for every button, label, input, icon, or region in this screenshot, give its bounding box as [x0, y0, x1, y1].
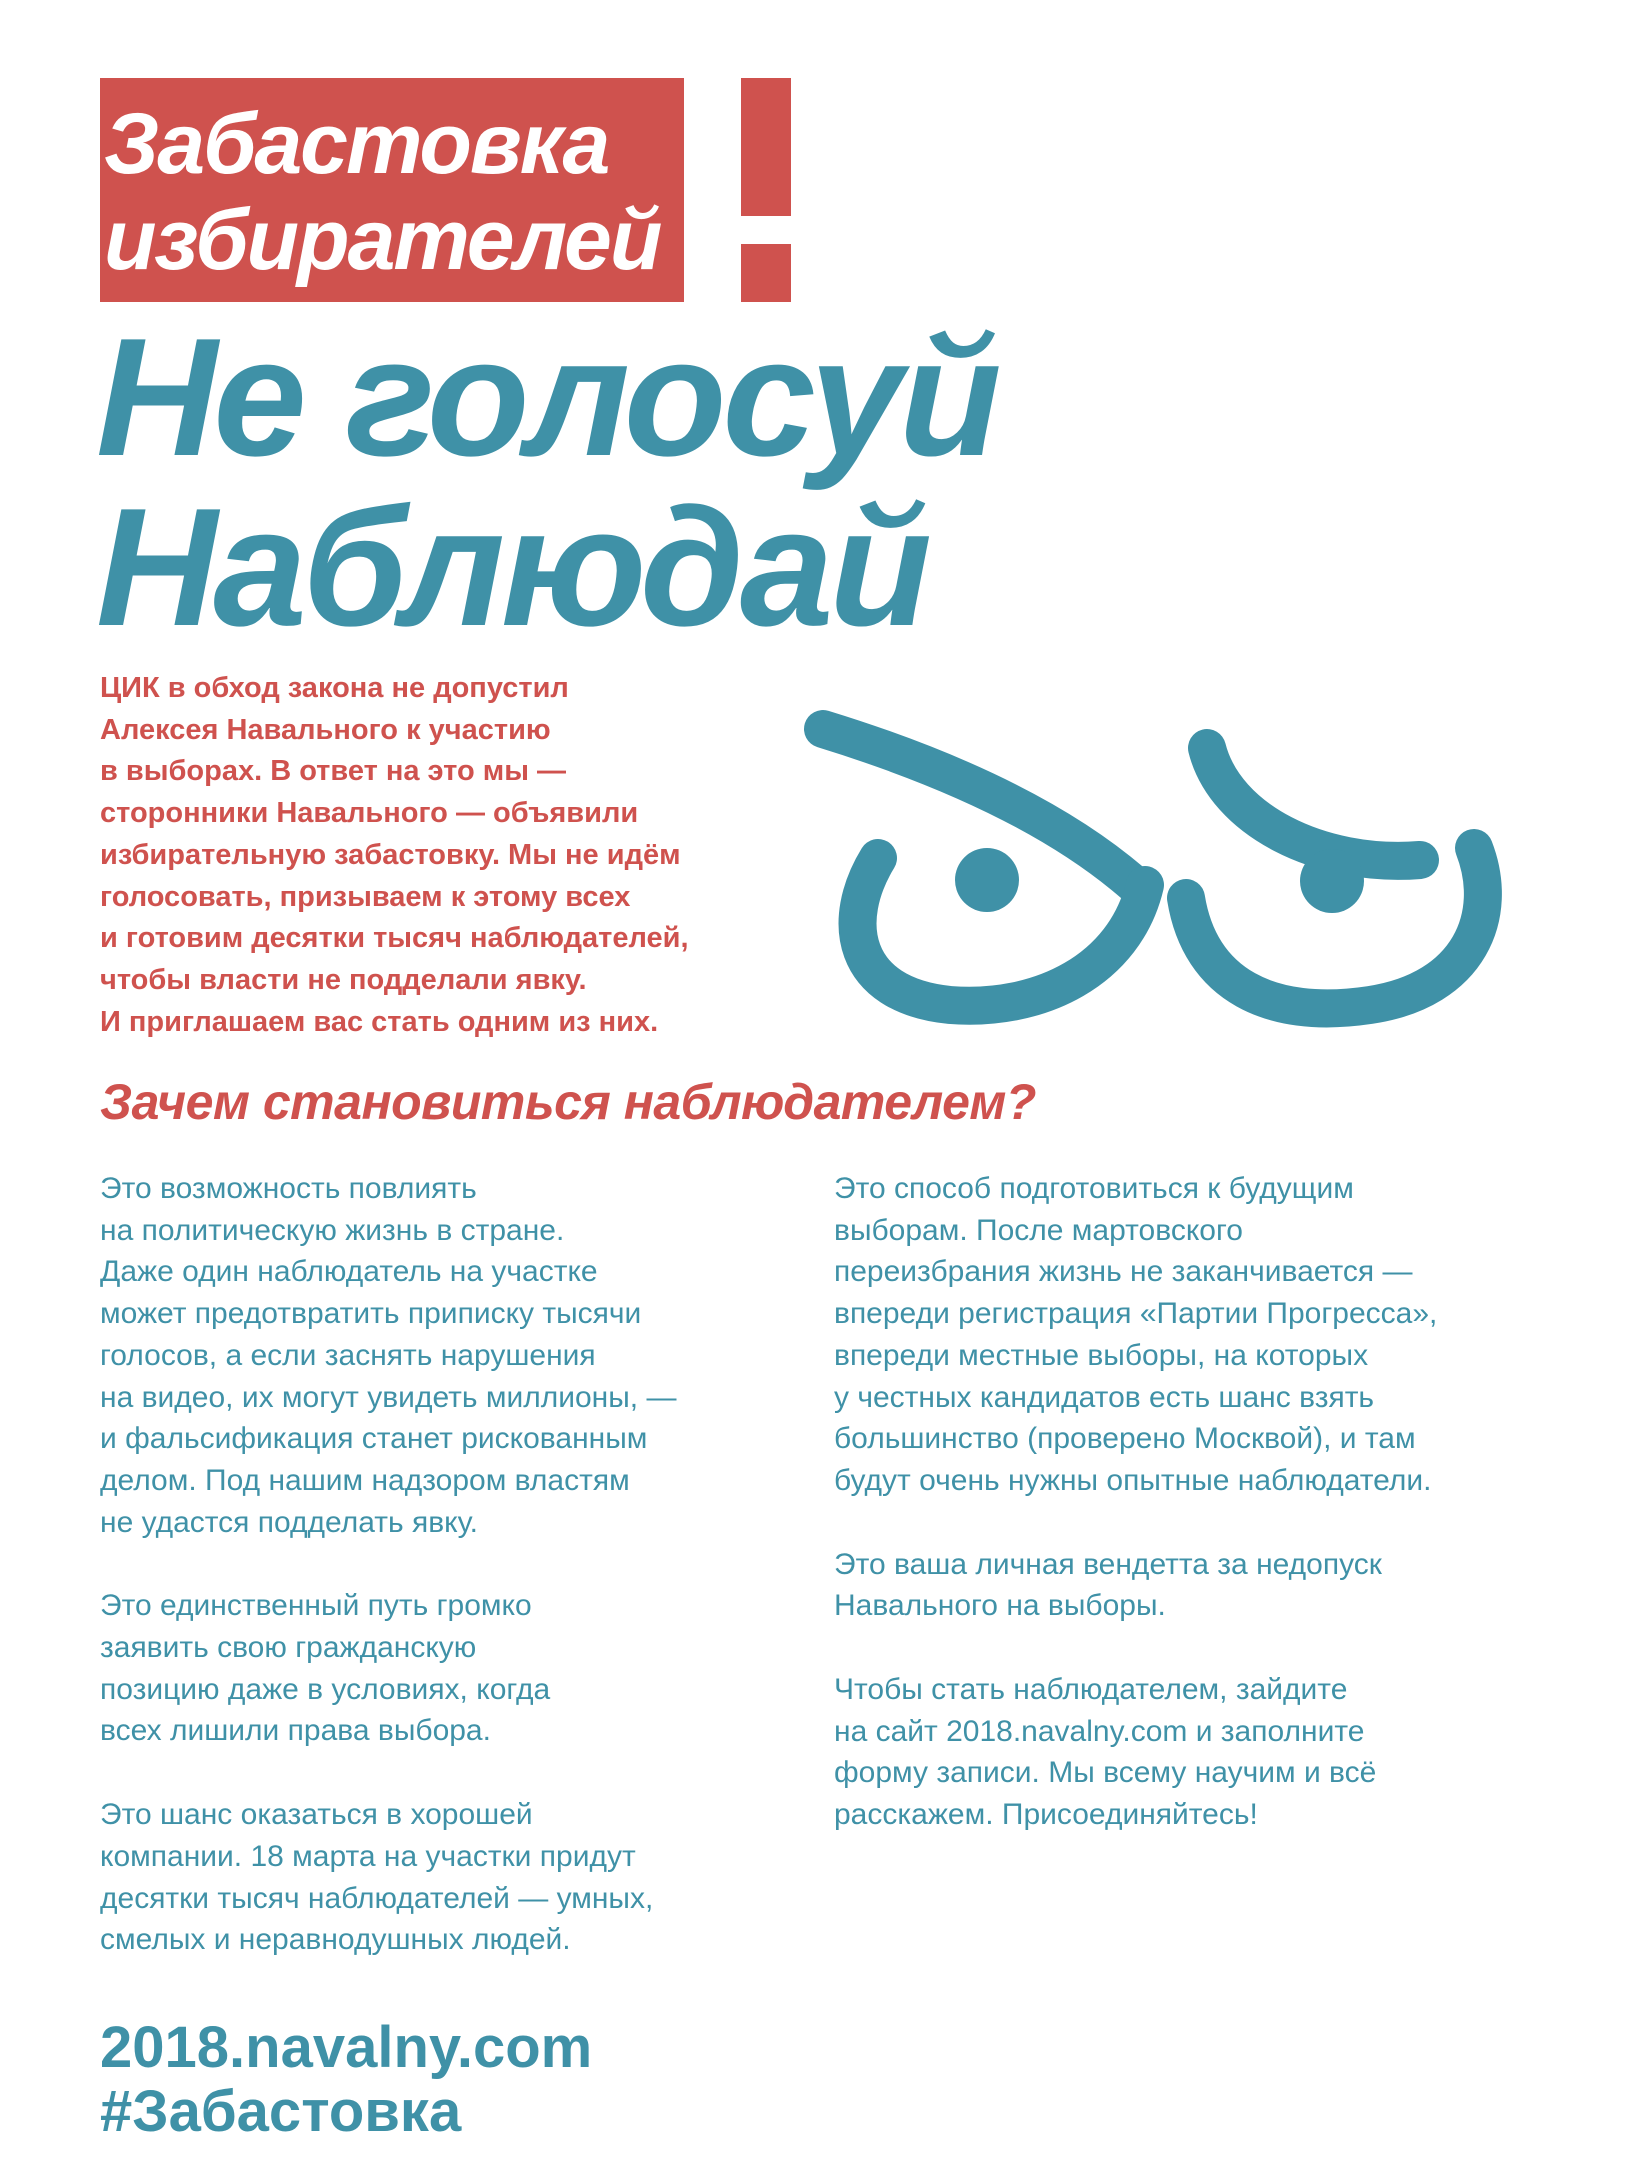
lead-paragraph: ЦИК в обход закона не допустил Алексея Навального к участию в выборах. В ответ на это мы — сторонники Навального — объявили избирательную забастовку. Мы не идём голосовать, призываем к этому всех и готовим десятки тысяч наблюдателей, чтобы власти не подделали явку. И приглашаем вас стать одним из них.: [100, 672, 689, 1038]
paragraph-call-to-action: Чтобы стать наблюдателем, зайдите на сайт 2018.navalny.com и заполните форму записи. Мы всему научим и всё расскажем. Присоединяйтесь!: [834, 1673, 1377, 1832]
headline: Не голосуй Наблюдай: [96, 303, 998, 661]
section-heading: Зачем становиться наблюдателем?: [100, 1074, 1036, 1130]
left-pupil-icon: [955, 848, 1019, 912]
exclamation-dot-icon: [741, 244, 791, 302]
exclamation-mark-icon: [741, 78, 791, 216]
paragraph-future-elections: Это способ подготовиться к будущим выборам. После мартовского переизбрания жизнь не заканчивается — впереди регистрация «Партии Прогресса», впереди местные выборы, на которых у честных кандидатов есть шанс взять большинство (проверено Москвой), и там будут очень нужны опытные наблюдатели.: [834, 1172, 1438, 1497]
paragraph-good-company: Это шанс оказаться в хорошей компании. 18 марта на участки придут десятки тысяч наблюдателей — умных, смелых и неравнодушных людей.: [100, 1798, 654, 1957]
angry-eyes-icon: [800, 690, 1570, 1030]
strike-title: Забастовка избирателей: [104, 96, 661, 288]
left-column: [100, 1168, 780, 2003]
right-column: [834, 1168, 1514, 1878]
paragraph-influence: Это возможность повлиять на политическую жизнь в стране. Даже один наблюдатель на участке может предотвратить приписку тысячи голосов, а если заснять нарушения на видео, их могут увидеть миллионы, — и фальсификация станет рискованным делом. Под нашим надзором властям не удастся подделать явку.: [100, 1172, 677, 1539]
right-eyebrow-icon: [1207, 748, 1420, 861]
paragraph-vendetta: Это ваша личная вендетта за недопуск Навального на выборы.: [834, 1547, 1382, 1623]
right-pupil-icon: [1300, 849, 1364, 913]
paragraph-civic-position: Это единственный путь громко заявить свою гражданскую позицию даже в условиях, когда всех лишили права выбора.: [100, 1589, 551, 1748]
footer-hashtag: #Забастовка: [100, 2079, 462, 2144]
footer-site-link[interactable]: 2018.navalny.com: [100, 2015, 593, 2080]
